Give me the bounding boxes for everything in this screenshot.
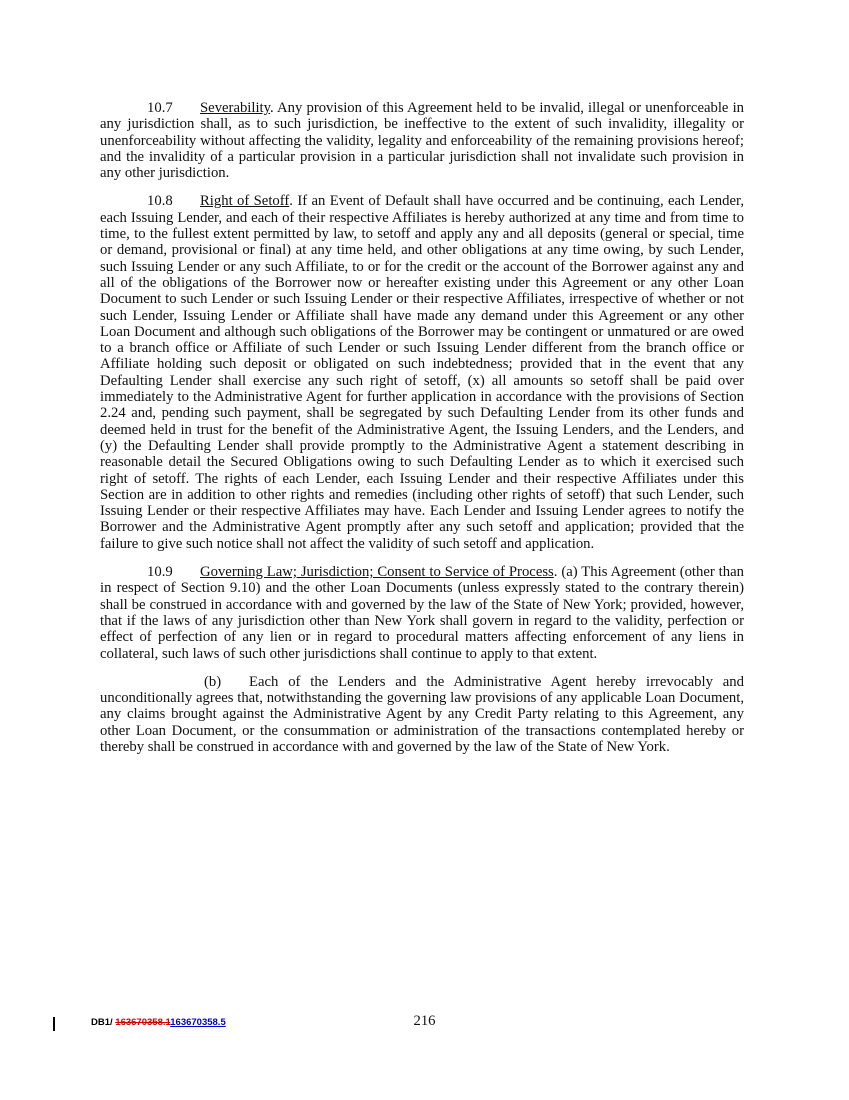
subsection-body: Each of the Lenders and the Administrative Agent hereby irrevocably and unconditionally agrees that, notwithstanding the governing law provisions of any applicable Loan Document, any claims brought against the Administrative Agent by any Credit Party relating to this Agreement, any other Loan Document, or the consummation or administration of the transactions contemplated hereby or thereby shall be construed in accordance with and governed by the law of the State of New York. [100,673,744,755]
section-10-7 [100,100,744,181]
section-body: . Any provision of this Agreement held to be invalid, illegal or unenforceable in any jurisdiction shall, as to such jurisdiction, be ineffective to the extent of such invalidity, illegality or unenforceability without affecting the validity, legality and enforceability of the remaining provisions hereof; and the invalidity of a particular provision in a particular jurisdiction shall not invalidate such provision in any other jurisdiction. [100,100,744,182]
section-10-9-b [100,674,744,755]
deleted-doc-id: 163670358.1 [115,1017,171,1028]
subsection-label: (b) [204,673,222,690]
inserted-doc-id: 163670358.5 [170,1017,226,1028]
section-body: . If an Event of Default shall have occurred and be continuing, each Lender, each Issuing Lender, and each of their respective Affiliates is hereby authorized at any time and from time to time, to the fullest extent permitted by law, to setoff and apply any and all deposits (general or special, time or demand, provisional or final) at any time held, and other obligations at any time owing, by such Lender, such Issuing Lender or any such Affiliate, to or for the credit or the account of the Borrower against any and all of the obligations of the Borrower now or hereafter existing under this Agreement or any other Loan Document to such Lender or such Issuing Lender or their respective Affiliates, irrespective of whether or not such Lender, Issuing Lender or Affiliate shall have made any demand under this Agreement or any other Loan Document and although such obligations of the Borrower may be contingent or unmatured or are owed to a branch office or Affiliate of such Lender or such Issuing Lender different from the branch office or Affiliate holding such deposit or obligated on such indebtedness; provided that in the event that any Defaulting Lender shall exercise any such right of setoff, (x) all amounts so setoff shall be paid over immediately to the Administrative Agent for further application in accordance with the provisions of Section 2.24 and, pending such payment, shall be segregated by such Defaulting Lender from its other funds and deemed held in trust for the benefit of the Administrative Agent, the Issuing Lenders, and the Lenders, and (y) the Defaulting Lender shall provide promptly to the Administrative Agent a statement describing in reasonable detail the Secured Obligations owing to such Defaulting Lender as to which it exercised such right of setoff. The rights of each Lender, each Issuing Lender and their respective Affiliates under this Section are in addition to other rights and remedies (including other rights of setoff) that such Lender, such Issuing Lender or their respective Affiliates may have. Each Lender and Issuing Lender agrees to notify the Borrower and the Administrative Agent promptly after any such setoff and application; provided that the failure to give such notice shall not affect the validity of such setoff and application. [100,193,744,552]
section-number: 10.9 [147,564,173,581]
section-10-8 [100,193,744,552]
section-heading: Governing Law; Jurisdiction; Consent to Service of Process [200,564,554,581]
section-heading: Right of Setoff [200,193,290,210]
document-page [100,100,744,755]
page-number: 216 [413,1013,436,1029]
section-body: . (a) This Agreement (other than in respect of Section 9.10) and the other Loan Documents (unless expressly stated to the contrary therein) shall be construed in accordance with and governed by the law of the State of New York; provided, however, that if the laws of any jurisdiction other than New York shall govern in regard to the validity, perfection or effect of perfection of any lien or in regard to procedural matters affecting enforcement of any liens in collateral, such laws of such other jurisdictions shall continue to apply to that extent. [100,564,744,662]
section-heading: Severability [200,100,271,116]
doc-prefix: DB1/ [91,1017,116,1028]
section-number: 10.7 [147,100,173,116]
section-10-9 [100,564,744,662]
section-number: 10.8 [147,193,173,210]
